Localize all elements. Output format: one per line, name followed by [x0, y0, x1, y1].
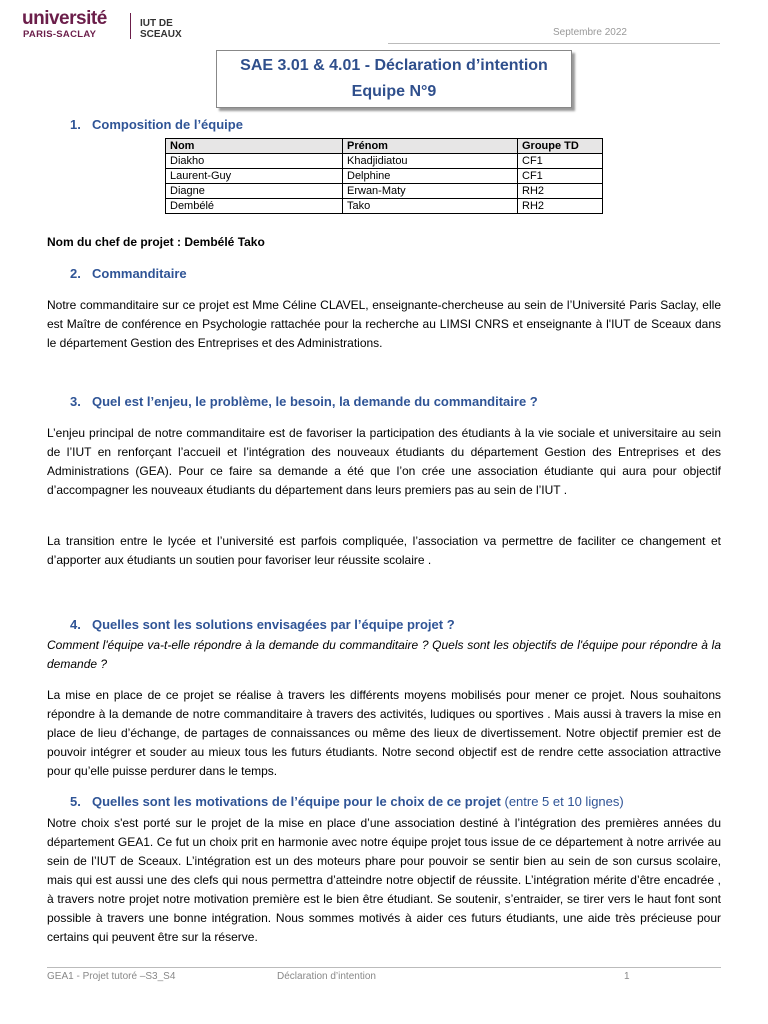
team-number: Equipe N°9: [351, 83, 437, 100]
cell-nom: Laurent-Guy: [166, 169, 343, 184]
col-prenom: Prénom: [343, 139, 518, 154]
header-rule: [388, 43, 720, 44]
title-box: [216, 50, 572, 108]
section5-title: Quelles sont les motivations de l’équipe pour le choix de ce projet: [92, 794, 501, 809]
section3-title: Quel est l’enjeu, le problème, le besoin, la demande du commanditaire ?: [92, 394, 538, 409]
section2-heading: [70, 266, 187, 281]
header-date: Septembre 2022: [553, 27, 627, 38]
footer-rule: [47, 967, 721, 968]
logo-university-text: université: [22, 8, 107, 29]
section2-title: Commanditaire: [92, 266, 187, 281]
section3-heading: [70, 394, 538, 409]
section5-line-hint: (entre 5 et 10 lignes): [500, 794, 624, 809]
cell-groupe: CF1: [518, 169, 603, 184]
logo-divider: [130, 13, 131, 39]
section2-paragraph: Notre commanditaire sur ce projet est Mme Céline CLAVEL, enseignante-chercheuse au sein de l’Université Paris Saclay, elle est Maître de conférence en Psychologie rattachée pour la recherche au LIMSI CNRS et enseignante à l'IUT de Sceaux dans le département Gestion des Entreprises et des Administrations.: [47, 298, 721, 350]
cell-prenom: Khadjidiatou: [343, 154, 518, 169]
team-table: [165, 138, 603, 214]
cell-nom: Dembélé: [166, 199, 343, 214]
section5-paragraph: Notre choix s'est porté sur le projet de la mise en place d’une association destiné à l’intégration des premières années du département GEA1. Ce fut un choix prit en harmonie avec notre équipe projet tous issue de ce département à notre arrivée au sein de l’IUT de Sceaux. L’intégration est un des moteurs phare pour pouvoir se sentir bien au sein de son cursus scolaire, mais qui est aussi une des clefs qui nous permettra d’atteindre notre objectif de réussite. L’intégration mérite d’être encadrée , à travers notre projet notre motivation première est le bien être étudiant. Se soutenir, s’entraider, se tirer vers le haut font sont possible à travers une bonne intégration. Nous sommes motivés à aider ces futurs étudiants, une aide très précieuse pour certains qui peuvent être sur la réserve.: [47, 816, 721, 944]
footer-doc-title: Déclaration d’intention: [277, 971, 376, 982]
cell-groupe: CF1: [518, 154, 603, 169]
cell-nom: Diagne: [166, 184, 343, 199]
section4-question: Comment l'équipe va-t-elle répondre à la demande du commanditaire ? Quels sont les objectifs de l'équipe pour répondre à la demande ?: [47, 638, 721, 671]
section4-paragraph: La mise en place de ce projet se réalise à travers les différents moyens mobilisés pour mener ce projet. Nous souhaitons répondre à la demande de notre commanditaire à travers des activités, ludiques ou sportives . Mais aussi à travers la mise en place de lieu d’échange, de partages de connaissances ou même des lieux de divertissement. Notre objectif premier est de pouvoir intégrer et souder au mieux tous les futurs étudiants. Notre second objectif est de rendre cette association attractive pour qu’elle puisse perdurer dans le temps.: [47, 688, 721, 778]
logo-campus-text: PARIS-SACLAY: [23, 29, 97, 40]
footer-page-number: 1: [624, 971, 630, 982]
university-logo: [22, 8, 202, 42]
cell-groupe: RH2: [518, 184, 603, 199]
table-header-row: [166, 139, 603, 154]
project-lead: Nom du chef de projet : Dembélé Tako: [47, 235, 265, 249]
cell-nom: Diakho: [166, 154, 343, 169]
section5-number: 5.: [70, 794, 81, 809]
section2-number: 2.: [70, 266, 81, 281]
table-row: [166, 169, 603, 184]
table-row: [166, 154, 603, 169]
col-nom: Nom: [166, 139, 343, 154]
section4-heading: [70, 617, 455, 632]
section1-title: Composition de l’équipe: [92, 117, 243, 132]
table-row: [166, 199, 603, 214]
section4-title: Quelles sont les solutions envisagées par l’équipe projet ?: [92, 617, 455, 632]
section3-paragraph-1: L’enjeu principal de notre commanditaire est de favoriser la participation des étudiants à la vie sociale et universitaire au sein de l’IUT en renforçant l’accueil et l’intégration des nouveaux étudiants du département Gestion des Entreprises et des Administrations (GEA). Pour ce faire sa demande a été que l’on crée une association étudiante qui aura pour objectif d’accompagner les nouveaux étudiants du département dans leurs premiers pas au sein de l’IUT .: [47, 426, 721, 497]
cell-prenom: Delphine: [343, 169, 518, 184]
logo-iut-text: IUT DE SCEAUX: [140, 18, 182, 40]
section4-number: 4.: [70, 617, 81, 632]
section3-paragraph-2: La transition entre le lycée et l’université est parfois compliquée, l’association va permettre de faciliter ce changement et d’apporter aux étudiants un soutien pour favoriser leur réussite scolaire .: [47, 534, 721, 567]
section1-number: 1.: [70, 117, 81, 132]
footer-course: GEA1 - Projet tutoré –S3_S4: [47, 971, 176, 982]
table-row: [166, 184, 603, 199]
section1-heading: [70, 117, 243, 132]
cell-prenom: Tako: [343, 199, 518, 214]
section3-number: 3.: [70, 394, 81, 409]
cell-prenom: Erwan-Maty: [343, 184, 518, 199]
section5-heading: [70, 794, 624, 809]
cell-groupe: RH2: [518, 199, 603, 214]
document-title: SAE 3.01 & 4.01 - Déclaration d’intention: [240, 57, 548, 74]
col-groupe: Groupe TD: [518, 139, 603, 154]
